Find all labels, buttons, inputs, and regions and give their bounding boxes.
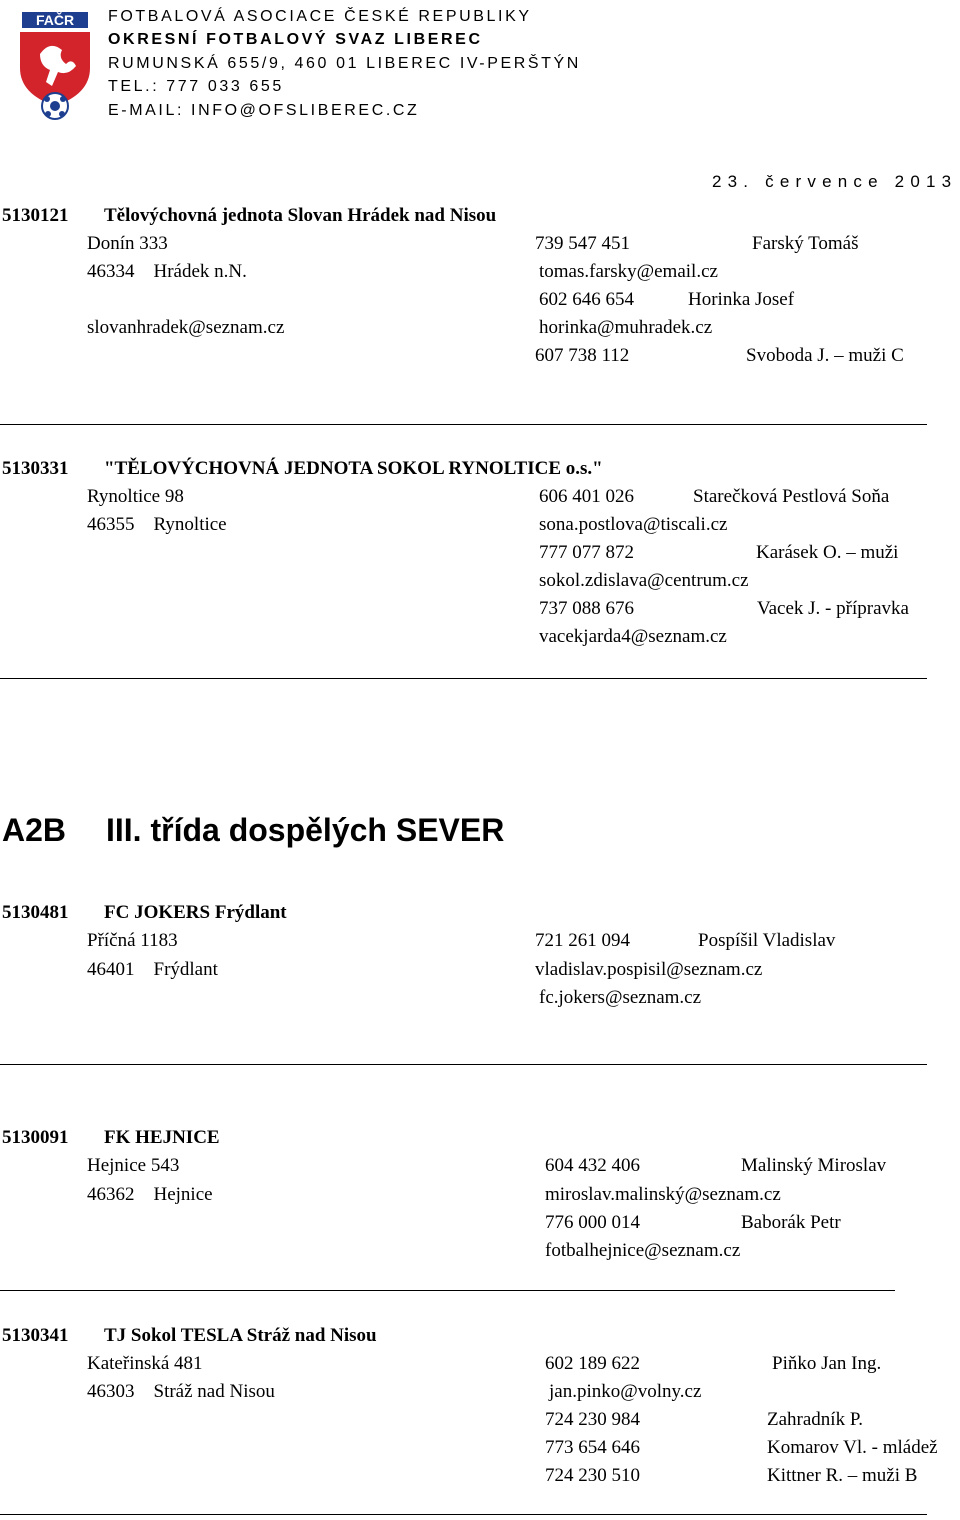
club-name: FC JOKERS Frýdlant (104, 902, 287, 923)
contact-phone: 602 189 622 (545, 1353, 640, 1374)
contact-person: Piňko Jan Ing. (772, 1353, 882, 1374)
document-date: 23. července 2013 (712, 172, 958, 191)
club-city: 46355 Rynoltice (87, 514, 227, 535)
club-name: FK HEJNICE (104, 1127, 220, 1148)
club-address: Rynoltice 98 (87, 486, 184, 507)
club-code: 5130341 (2, 1325, 69, 1346)
contact-person: Baborák Petr (741, 1212, 841, 1233)
contact-phone: 606 401 026 (539, 486, 634, 507)
club-address: Kateřinská 481 (87, 1353, 203, 1374)
section-heading (2, 812, 504, 849)
section-title: III. třída dospělých SEVER (106, 812, 505, 848)
contact-email: jan.pinko@volny.cz (549, 1381, 702, 1402)
contact-phone: 777 077 872 (539, 542, 634, 563)
contact-phone: 607 738 112 (535, 345, 630, 366)
contact-person: Svoboda J. – muži C (746, 345, 904, 366)
separator-rule (0, 678, 927, 679)
contact-email: horinka@muhradek.cz (539, 317, 713, 338)
club-email: fc.jokers@seznam.cz (539, 987, 702, 1008)
contact-phone: 602 646 654 (539, 289, 634, 310)
club-email: slovanhradek@seznam.cz (87, 317, 285, 338)
contact-person: Farský Tomáš (752, 233, 859, 254)
header-line5: E-MAIL: INFO@OFSLIBEREC.CZ (108, 102, 420, 119)
contact-email: tomas.farsky@email.cz (539, 261, 718, 282)
header-line4: TEL.: 777 033 655 (108, 78, 284, 95)
separator-rule (0, 1514, 927, 1515)
contact-person: Horinka Josef (688, 289, 795, 310)
contact-email: sokol.zdislava@centrum.cz (539, 570, 749, 591)
club-city: 46401 Frýdlant (87, 959, 218, 980)
contact-person: Pospíšil Vladislav (698, 930, 836, 951)
header-line3: RUMUNSKÁ 655/9, 460 01 LIBEREC IV-PERŠTÝN (108, 55, 581, 72)
contact-person: Malinský Miroslav (741, 1155, 887, 1176)
club-code: 5130481 (2, 902, 69, 923)
contact-phone: 724 230 510 (545, 1465, 640, 1486)
contact-phone: 721 261 094 (535, 930, 630, 951)
contact-email: vacekjarda4@seznam.cz (539, 626, 727, 647)
contact-phone: 773 654 646 (545, 1437, 640, 1458)
contact-phone: 724 230 984 (545, 1409, 640, 1430)
contact-phone: 604 432 406 (545, 1155, 640, 1176)
contact-email: vladislav.pospisil@seznam.cz (535, 959, 763, 980)
separator-rule (0, 424, 927, 425)
contact-email: sona.postlova@tiscali.cz (539, 514, 728, 535)
contact-phone: 739 547 451 (535, 233, 630, 254)
contact-phone: 776 000 014 (545, 1212, 640, 1233)
contact-person: Komarov Vl. - mládež (767, 1437, 938, 1458)
club-address: Příčná 1183 (87, 930, 178, 951)
header-line1: FOTBALOVÁ ASOCIACE ČESKÉ REPUBLIKY (108, 8, 532, 25)
contact-person: Vacek J. - přípravka (757, 598, 909, 619)
contact-person: Starečková Pestlová Soňa (693, 486, 890, 507)
logo-text: FAČR (35, 12, 75, 28)
contact-person: Karásek O. – muži (756, 542, 899, 563)
club-city: 46303 Stráž nad Nisou (87, 1381, 275, 1402)
club-code: 5130121 (2, 205, 69, 226)
club-name: Tělovýchovná jednota Slovan Hrádek nad Nisou (104, 205, 497, 226)
club-name: TJ Sokol TESLA Stráž nad Nisou (104, 1325, 377, 1346)
club-address: Donín 333 (87, 233, 168, 254)
club-email: fotbalhejnice@seznam.cz (545, 1240, 741, 1261)
section-code: A2B (2, 812, 67, 848)
club-code: 5130331 (2, 458, 69, 479)
separator-rule (0, 1064, 927, 1065)
facr-logo (16, 10, 94, 120)
contact-person: Kittner R. – muži B (767, 1465, 918, 1486)
club-name: "TĚLOVÝCHOVNÁ JEDNOTA SOKOL RYNOLTICE o.s." (104, 458, 603, 479)
separator-rule (0, 1290, 895, 1291)
header-line2: OKRESNÍ FOTBALOVÝ SVAZ LIBEREC (108, 31, 483, 48)
club-city: 46334 Hrádek n.N. (87, 261, 247, 282)
contact-phone: 737 088 676 (539, 598, 634, 619)
contact-email: miroslav.malinský@seznam.cz (545, 1184, 781, 1205)
club-address: Hejnice 543 (87, 1155, 180, 1176)
club-city: 46362 Hejnice (87, 1184, 213, 1205)
contact-person: Zahradník P. (767, 1409, 864, 1430)
club-code: 5130091 (2, 1127, 69, 1148)
